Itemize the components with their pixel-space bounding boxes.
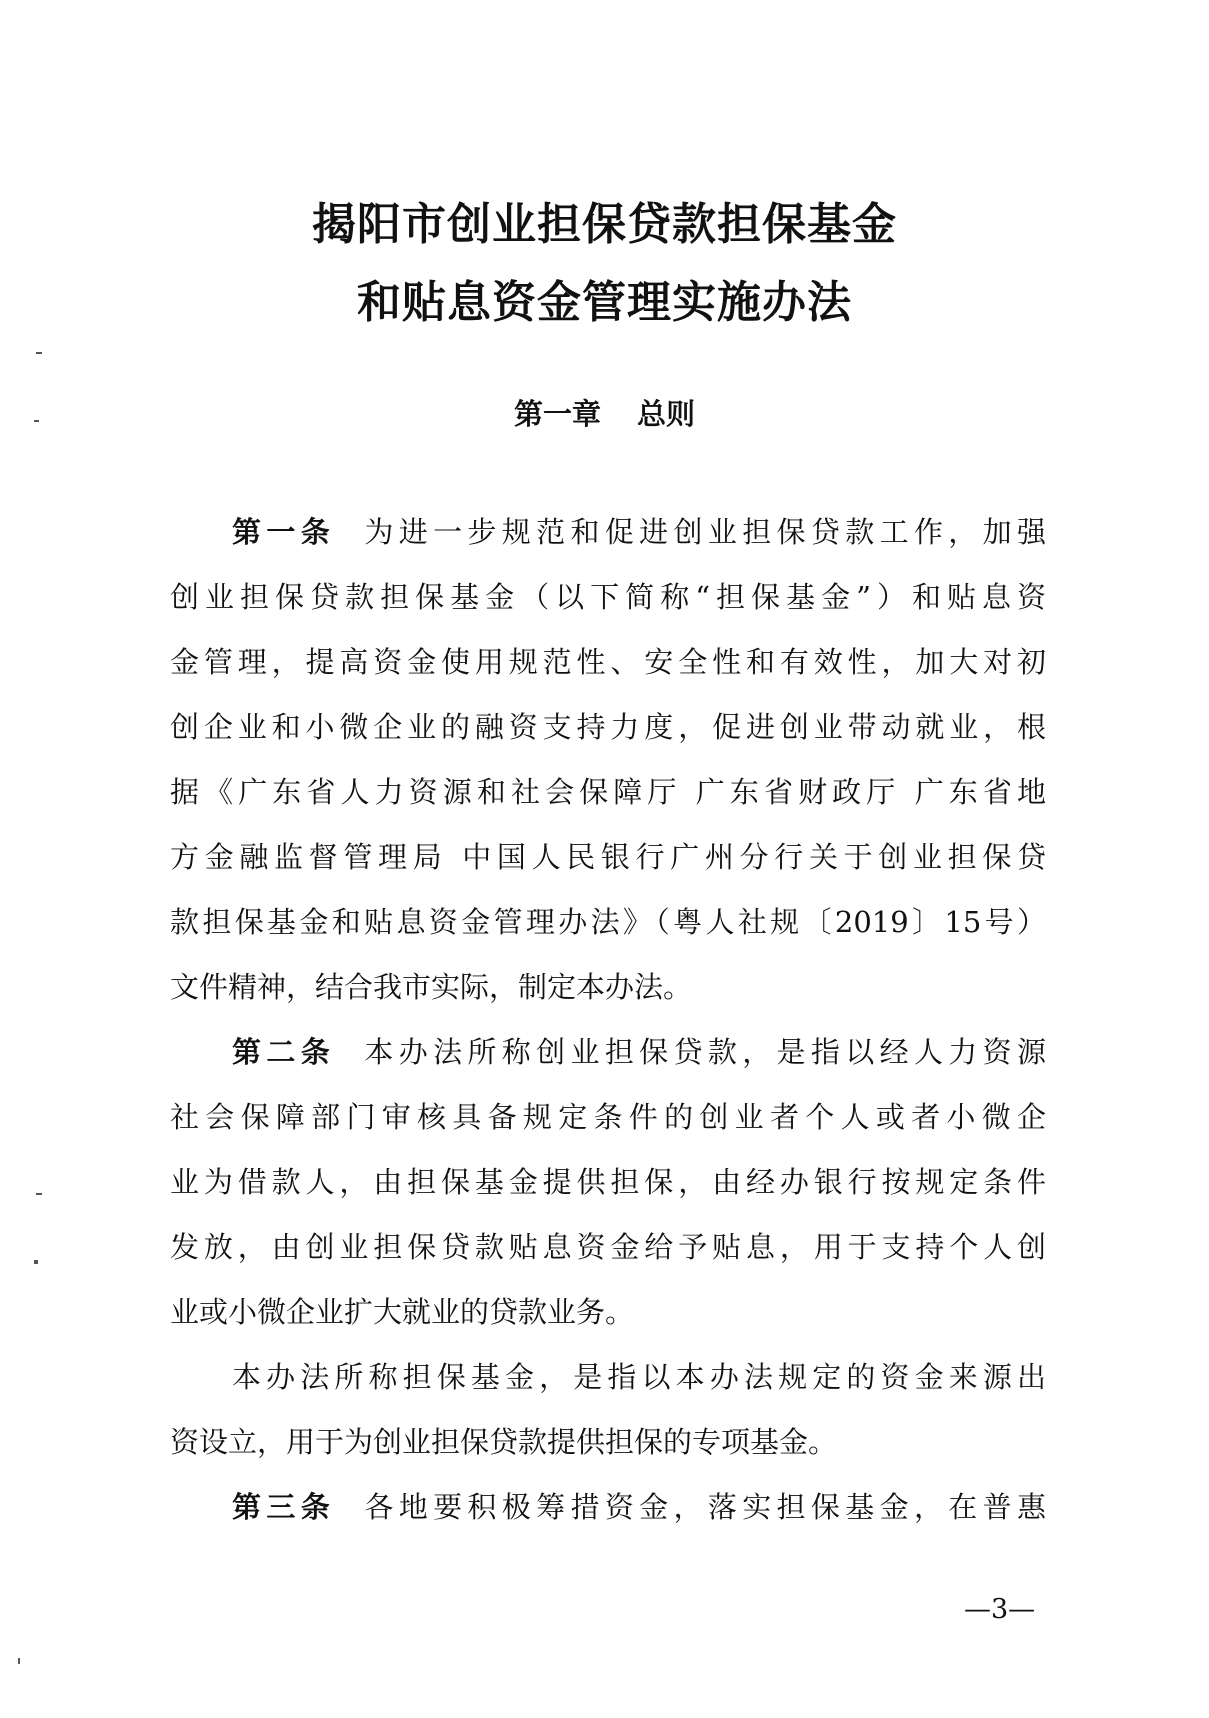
scan-mark: [36, 352, 42, 354]
document-body: [170, 500, 1046, 1540]
text-line: 资设立，用于为创业担保贷款提供担保的专项基金。: [170, 1425, 838, 1459]
article-3: [170, 1475, 1046, 1540]
text-line: 方金融监督管理局 中国人民银行广州分行关于创业担保贷: [170, 840, 1046, 874]
text-line: 据《广东省人力资源和社会保障厅 广东省财政厅 广东省地: [170, 775, 1046, 809]
title-line-2: 和贴息资金管理实施办法: [357, 277, 852, 328]
scan-mark: [34, 420, 39, 422]
text-line: 业或小微企业扩大就业的贷款业务。: [170, 1295, 635, 1329]
article-label: 第一条: [232, 515, 336, 549]
scan-mark: [36, 1193, 42, 1195]
article-2: [170, 1020, 1046, 1345]
document-title: [0, 186, 1209, 342]
line-text: 本办法所称创业担保贷款，是指以经人力资源: [359, 1035, 1046, 1069]
text-line: 创企业和小微企业的融资支持力度，促进创业带动就业，根: [170, 710, 1046, 744]
text-line: [170, 1020, 1046, 1085]
chapter-number: 第一章: [513, 397, 601, 431]
text-line: [170, 1475, 1046, 1540]
page-number: —3—: [964, 1594, 1036, 1625]
article-2-paragraph-2: [170, 1345, 1046, 1475]
text-line: 款担保基金和贴息资金管理办法》（粤人社规〔2019〕15号）: [170, 905, 1046, 939]
text-line: 文件精神，结合我市实际，制定本办法。: [170, 970, 693, 1004]
title-line-1: 揭阳市创业担保贷款担保基金: [312, 199, 897, 250]
text-line: 发放，由创业担保贷款贴息资金给予贴息，用于支持个人创: [170, 1230, 1046, 1264]
chapter-heading: [0, 392, 1209, 436]
text-line: [170, 500, 1046, 565]
article-label: 第二条: [232, 1035, 336, 1069]
scan-mark: [18, 1658, 20, 1664]
chapter-name: 总则: [637, 397, 696, 431]
text-line: 业为借款人，由担保基金提供担保，由经办银行按规定条件: [170, 1165, 1046, 1199]
line-text: 各地要积极筹措资金，落实担保基金，在普惠: [359, 1490, 1046, 1524]
text-line: 本办法所称担保基金，是指以本办法规定的资金来源出: [232, 1360, 1046, 1394]
text-line: 创业担保贷款担保基金（以下简称“担保基金”）和贴息资: [170, 580, 1046, 614]
text-line: 金管理，提高资金使用规范性、安全性和有效性，加大对初: [170, 645, 1046, 679]
text-line: 社会保障部门审核具备规定条件的创业者个人或者小微企: [170, 1100, 1046, 1134]
line-text: 为进一步规范和促进创业担保贷款工作，加强: [359, 515, 1046, 549]
article-1: [170, 500, 1046, 1020]
article-label: 第三条: [232, 1490, 336, 1524]
scan-mark: [34, 1260, 38, 1264]
